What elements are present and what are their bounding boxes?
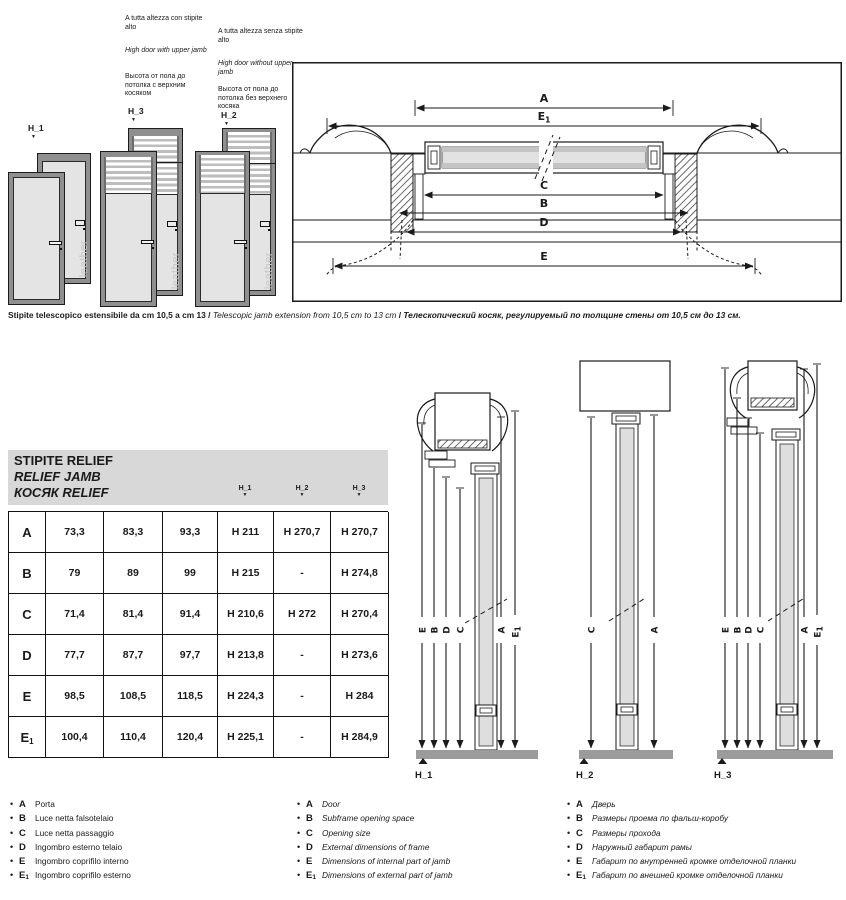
- legend-item: • B Размеры проема по фальш-коробу: [567, 813, 729, 825]
- section-label-h3: H_3: [714, 770, 732, 781]
- table-cell: H 274,8: [331, 553, 389, 594]
- jamb-profile-right: [663, 154, 675, 219]
- legend-item: • E 1 Dimensions of external part of jamb: [297, 870, 453, 882]
- row-key: C: [9, 594, 46, 635]
- table-cell: 120,4: [163, 717, 218, 758]
- jamb-profile-left: [413, 154, 425, 219]
- vertical-section-h1: [405, 355, 555, 790]
- door-shaft: [768, 440, 806, 750]
- dim-label-e: E: [540, 250, 548, 263]
- row-key: E: [9, 676, 46, 717]
- dimension-d-vertical: [441, 477, 453, 748]
- table-cell: H 284: [331, 676, 389, 717]
- floor-bar: [717, 750, 833, 759]
- dimension-e1-vertical: [812, 364, 825, 748]
- dimension-a-vertical: [799, 369, 811, 748]
- dim-label-a: A: [539, 92, 549, 105]
- floor-bar: [579, 750, 673, 759]
- head-detail: [727, 361, 815, 440]
- table-cell: H 284,9: [331, 717, 389, 758]
- note-col1-en: High door with upper jamb: [125, 47, 207, 54]
- table-cell: 98,5: [46, 676, 104, 717]
- plan-section-drawing: [292, 62, 842, 302]
- dim-label-c: C: [539, 179, 549, 192]
- legend-item: • E Габарит по внутренней кромке отделочной планки: [567, 856, 797, 868]
- legend-item: • C Размеры прохода: [567, 827, 661, 839]
- legend-item: • D Ingombro esterno telaio: [10, 841, 123, 853]
- arrow-down-icon: ▼: [242, 492, 248, 498]
- dimension-c-vertical: [755, 433, 767, 748]
- jamb-extension-stripes: [199, 155, 246, 193]
- svg-text:C: C: [756, 626, 767, 634]
- label-h3: H_3: [128, 106, 144, 116]
- svg-text:E: E: [418, 626, 429, 634]
- door-front-h1: [8, 172, 65, 305]
- label-h2: H_2: [221, 110, 237, 120]
- svg-text:A: A: [497, 626, 508, 634]
- svg-text:E1: $E_1$: [813, 626, 825, 638]
- legend-item: • A Door: [297, 799, 340, 810]
- svg-text:E1: $E_1$: [511, 626, 523, 638]
- table-cell: H 270,7: [274, 512, 331, 553]
- table-cell: 97,7: [163, 635, 218, 676]
- dimension-b-vertical: [429, 467, 441, 748]
- caption-ru: Телескопический косяк, регулируемый по толщине стены от 10,5 см до 13 см.: [403, 310, 741, 320]
- legend-item: • A Porta: [10, 799, 55, 810]
- table-cell: 118,5: [163, 676, 218, 717]
- door-shaft: [609, 424, 647, 750]
- caption: Stipite telescopico estensibile da cm 10,5 a cm 13 / Telescopic jamb extension from 10,5 cm to 13 cm / Телескопический косяк, регулируемый по толщине стены от 10,5 см до 13 см.: [8, 310, 741, 320]
- arrow-down-icon: ▼: [31, 134, 36, 140]
- door-front-h3: [100, 151, 157, 307]
- table-cell: H 270,7: [331, 512, 389, 553]
- table-cell: H 213,8: [218, 635, 274, 676]
- table-cell: H 225,1: [218, 717, 274, 758]
- legend-english: [297, 799, 557, 885]
- row-key: D: [9, 635, 46, 676]
- svg-text:B: B: [733, 626, 744, 634]
- table-title-en: RELIEF JAMB: [14, 469, 101, 484]
- legend-item: • E Ingombro coprifilo interno: [10, 856, 129, 868]
- legend-item: • B Luce netta falsotelaio: [10, 813, 114, 825]
- section-label-h2: H_2: [576, 770, 594, 781]
- legend-item: • E 1 Ingombro coprifilo esterno: [10, 870, 131, 882]
- table-cell: -: [274, 717, 331, 758]
- svg-text:A: A: [800, 626, 811, 634]
- label-h1: H_1: [28, 123, 44, 133]
- row-key: A: [9, 512, 46, 553]
- caption-it: Stipite telescopico estensibile da cm 10,5 a cm 13: [8, 310, 206, 320]
- door-handle: [49, 241, 62, 245]
- table-cell: H 211: [218, 512, 274, 553]
- leather-watermark: leather: [170, 251, 182, 289]
- keyhole-dot: [268, 229, 270, 231]
- door-plate: [75, 220, 85, 226]
- arrow-down-icon: ▼: [224, 121, 229, 127]
- table-cell: H 272: [274, 594, 331, 635]
- table-cell: H 270,4: [331, 594, 389, 635]
- table-cell: 91,4: [163, 594, 218, 635]
- door-front-h2: [195, 151, 250, 307]
- dim-label-e1: $E_1$: [537, 110, 551, 125]
- legend-item: • C Luce netta passaggio: [10, 827, 114, 839]
- door-leaf: [200, 193, 245, 302]
- table-cell: 71,4: [46, 594, 104, 635]
- keyhole-dot: [60, 248, 62, 250]
- table-cell: 87,7: [104, 635, 163, 676]
- table-cell: 77,7: [46, 635, 104, 676]
- keyhole-dot: [152, 247, 154, 249]
- table-cell: 93,3: [163, 512, 218, 553]
- note-col1-ru: Высота от пола до потолка с верхним косяком: [125, 73, 186, 98]
- svg-text:D: D: [744, 626, 755, 634]
- svg-text:E: E: [721, 626, 732, 634]
- table-grid: [8, 511, 388, 758]
- door-handle: [234, 240, 247, 244]
- table-cell: 83,3: [104, 512, 163, 553]
- table-cell: 100,4: [46, 717, 104, 758]
- legend-item: • A Дверь: [567, 799, 616, 810]
- keyhole-dot: [83, 228, 85, 230]
- dimension-c-vertical: [455, 488, 467, 748]
- col-header-h3: H_3 ▼: [339, 485, 379, 498]
- col-header-h2: H_2 ▼: [282, 485, 322, 498]
- door-leaf: [105, 193, 152, 302]
- caption-en: Telescopic jamb extension from 10,5 cm to 13 cm: [212, 310, 397, 320]
- legend-item: • B Subframe opening space: [297, 813, 415, 825]
- svg-text:C: C: [456, 626, 467, 634]
- head-detail: [580, 361, 670, 424]
- dimension-e1-vertical: [510, 411, 523, 748]
- dim-label-d: D: [539, 216, 549, 229]
- keyhole-dot: [245, 247, 247, 249]
- dimension-b-vertical: [732, 398, 744, 748]
- table-title-ru: КОСЯК RELIEF: [14, 485, 109, 500]
- table-cell: 108,5: [104, 676, 163, 717]
- svg-text:C: C: [587, 626, 598, 634]
- legend-item: • C Opening size: [297, 827, 371, 839]
- table-cell: H 215: [218, 553, 274, 594]
- table-cell: -: [274, 553, 331, 594]
- legend-russian: [567, 799, 842, 885]
- col-header-h1: H_1 ▼: [225, 485, 265, 498]
- row-key: B: [9, 553, 46, 594]
- table-cell: -: [274, 676, 331, 717]
- dimension-c-vertical: [586, 417, 598, 748]
- note-col2-en: High door without upper jamb: [218, 60, 293, 76]
- legend-item: • D Наружный габарит рамы: [567, 841, 692, 853]
- jamb-extension-stripes: [104, 157, 153, 193]
- leather-watermark: leather: [78, 239, 90, 277]
- svg-text:D: D: [442, 626, 453, 634]
- connector-line: [249, 163, 276, 164]
- head-detail: [417, 393, 507, 474]
- svg-text:A: A: [650, 626, 661, 634]
- door-handle: [141, 240, 154, 244]
- table-header-band: [8, 450, 388, 505]
- table-cell: H 273,6: [331, 635, 389, 676]
- dimension-d-vertical: [743, 418, 755, 748]
- dimension-e-vertical: [417, 423, 429, 748]
- door-plate: [260, 221, 270, 227]
- floor-bar: [416, 750, 538, 759]
- vertical-section-h2: [565, 355, 690, 790]
- table-cell: H 210,6: [218, 594, 274, 635]
- vertical-section-h3: [700, 355, 846, 790]
- note-col2-ru: Высота от пола до потолка без верхнего косяка: [218, 86, 288, 111]
- arrow-down-icon: ▼: [356, 492, 362, 498]
- legend-item: • D External dimensions of frame: [297, 841, 430, 853]
- table-cell: 79: [46, 553, 104, 594]
- table-cell: 81,4: [104, 594, 163, 635]
- door-leaf: [13, 177, 60, 300]
- connector-line: [157, 162, 183, 163]
- dimensions-table: [8, 450, 388, 758]
- arrow-down-icon: ▼: [131, 117, 136, 123]
- table-cell: 99: [163, 553, 218, 594]
- note-col2-it: A tutta altezza senza stipite alto: [218, 28, 303, 44]
- table-cell: 73,3: [46, 512, 104, 553]
- door-plate: [167, 221, 177, 227]
- note-col1-it: A tutta altezza con stipite alto: [125, 15, 203, 31]
- row-key: E 1: [9, 717, 46, 758]
- table-cell: 89: [104, 553, 163, 594]
- table-title-it: STIPITE RELIEF: [14, 453, 113, 468]
- keyhole-dot: [175, 229, 177, 231]
- table-cell: 110,4: [104, 717, 163, 758]
- section-label-h1: H_1: [415, 770, 433, 781]
- legend-item: • E Dimensions of internal part of jamb: [297, 856, 451, 868]
- legend-italian: [10, 799, 285, 885]
- legend-item: • E 1 Габарит по внешней кромке отделочной планки: [567, 870, 783, 882]
- svg-text:B: B: [430, 626, 441, 634]
- dim-label-b: B: [539, 197, 549, 210]
- dimension-a-vertical: [649, 415, 661, 748]
- leather-watermark: leather: [263, 251, 275, 289]
- table-cell: -: [274, 635, 331, 676]
- arrow-down-icon: ▼: [299, 492, 305, 498]
- table-cell: H 224,3: [218, 676, 274, 717]
